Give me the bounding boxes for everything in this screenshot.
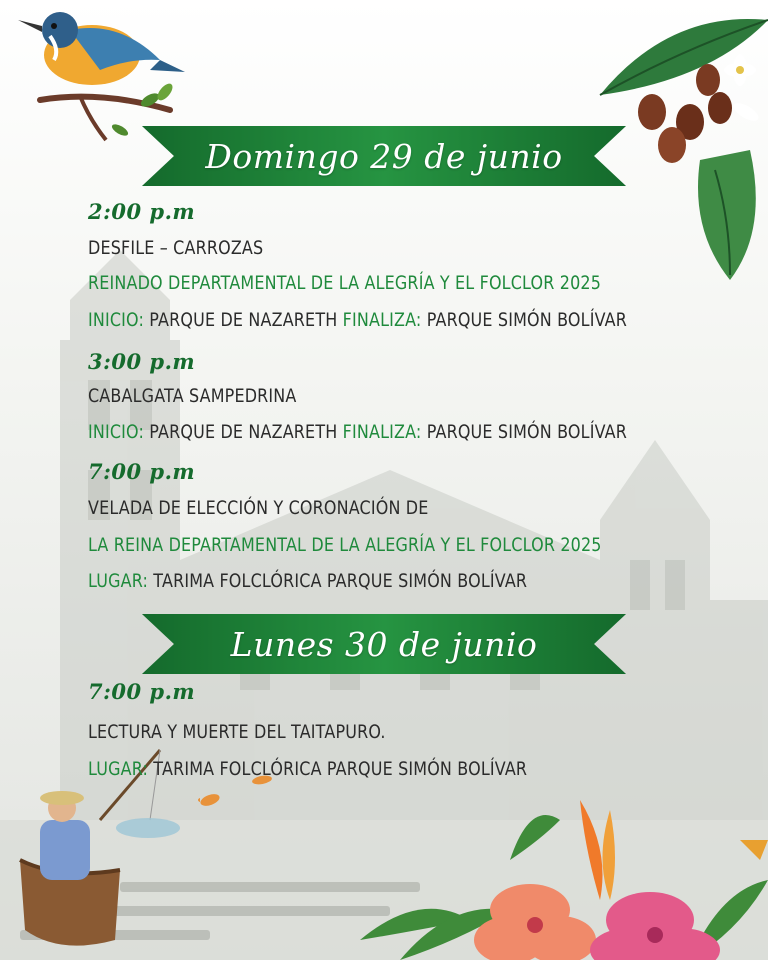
route-end-label: FINALIZA: (342, 421, 422, 443)
event3-title: VELADA DE ELECCIÓN Y CORONACIÓN DE (88, 497, 429, 519)
event4-title: LECTURA Y MUERTE DEL TAITAPURO. (88, 721, 386, 743)
place-label: LUGAR: (88, 758, 149, 780)
place-label: LUGAR: (88, 570, 149, 592)
event1-time: 2:00 p.m (88, 199, 196, 224)
route-end-value: PARQUE SIMÓN BOLÍVAR (421, 421, 628, 443)
event3-place (88, 569, 527, 593)
event2-title: CABALGATA SAMPEDRINA (88, 385, 297, 407)
place-value: TARIMA FOLCLÓRICA PARQUE SIMÓN BOLÍVAR (148, 570, 528, 592)
event1-title: DESFILE – CARROZAS (88, 237, 264, 259)
event3-subtitle: LA REINA DEPARTAMENTAL DE LA ALEGRÍA Y EL FOLCLOR 2025 (88, 534, 602, 556)
event4-time: 7:00 p.m (88, 679, 196, 704)
day1-banner-title: Domingo 29 de junio (205, 136, 563, 176)
event2-time: 3:00 p.m (88, 349, 196, 374)
event1-subtitle: REINADO DEPARTAMENTAL DE LA ALEGRÍA Y EL FOLCLOR 2025 (88, 272, 602, 294)
tropical-flowers-icon (360, 800, 768, 960)
day2-banner (142, 614, 626, 674)
route-start-label: INICIO: (88, 421, 145, 443)
day2-banner-title: Lunes 30 de junio (230, 624, 538, 664)
day1-banner (142, 126, 626, 186)
event1-route (88, 308, 627, 332)
route-end-value: PARQUE SIMÓN BOLÍVAR (421, 309, 628, 331)
route-start-value: PARQUE DE NAZARETH (144, 309, 343, 331)
route-start-value: PARQUE DE NAZARETH (144, 421, 343, 443)
route-end-label: FINALIZA: (342, 309, 422, 331)
route-start-label: INICIO: (88, 309, 145, 331)
event3-time: 7:00 p.m (88, 459, 196, 484)
event4-place (88, 757, 527, 781)
event2-route (88, 420, 627, 444)
place-value: TARIMA FOLCLÓRICA PARQUE SIMÓN BOLÍVAR (148, 758, 528, 780)
